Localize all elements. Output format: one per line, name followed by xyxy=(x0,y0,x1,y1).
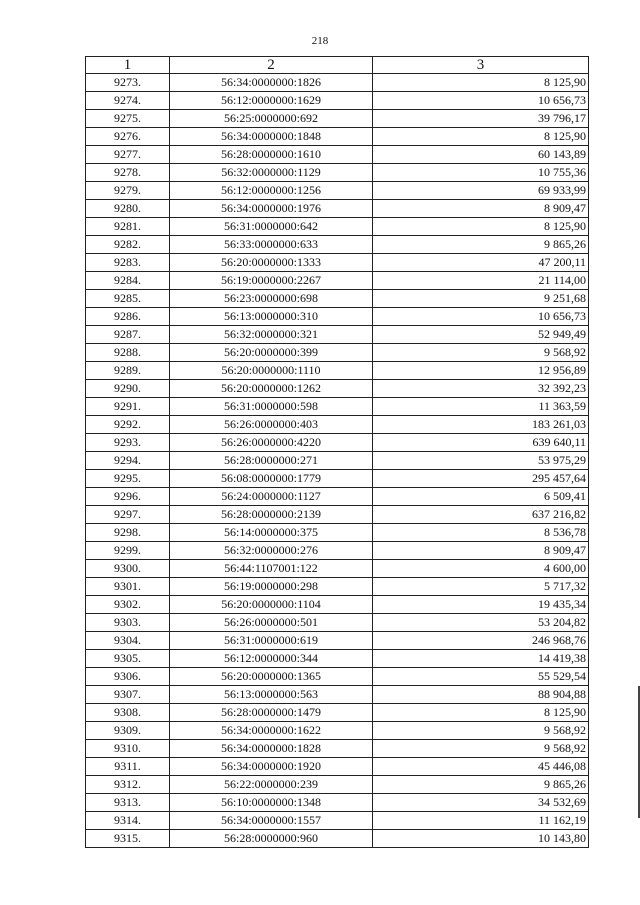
cadastral-number-cell: 56:22:0000000:239 xyxy=(170,776,373,794)
table-row xyxy=(86,272,589,290)
row-number-cell: 9275. xyxy=(86,110,170,128)
cadastral-number-cell: 56:26:0000000:501 xyxy=(170,614,373,632)
cadastral-number-cell: 56:12:0000000:344 xyxy=(170,650,373,668)
amount-cell: 69 933,99 xyxy=(373,182,589,200)
row-number-cell: 9281. xyxy=(86,218,170,236)
amount-cell: 19 435,34 xyxy=(373,596,589,614)
table-row xyxy=(86,92,589,110)
table-row xyxy=(86,650,589,668)
row-number-cell: 9290. xyxy=(86,380,170,398)
cadastral-number-cell: 56:28:0000000:1479 xyxy=(170,704,373,722)
column-header-1: 1 xyxy=(86,57,170,74)
amount-cell: 4 600,00 xyxy=(373,560,589,578)
cadastral-number-cell: 56:20:0000000:1262 xyxy=(170,380,373,398)
cadastral-number-cell: 56:10:0000000:1348 xyxy=(170,794,373,812)
column-header-3: 3 xyxy=(373,57,589,74)
row-number-cell: 9305. xyxy=(86,650,170,668)
row-number-cell: 9300. xyxy=(86,560,170,578)
amount-cell: 21 114,00 xyxy=(373,272,589,290)
row-number-cell: 9314. xyxy=(86,812,170,830)
row-number-cell: 9297. xyxy=(86,506,170,524)
cadastral-number-cell: 56:34:0000000:1848 xyxy=(170,128,373,146)
table-row xyxy=(86,794,589,812)
amount-cell: 10 656,73 xyxy=(373,92,589,110)
amount-cell: 8 125,90 xyxy=(373,74,589,92)
cadastral-number-cell: 56:34:0000000:1826 xyxy=(170,74,373,92)
table-row xyxy=(86,380,589,398)
amount-cell: 9 865,26 xyxy=(373,776,589,794)
row-number-cell: 9310. xyxy=(86,740,170,758)
table-row xyxy=(86,488,589,506)
table-row xyxy=(86,506,589,524)
table-row xyxy=(86,776,589,794)
row-number-cell: 9274. xyxy=(86,92,170,110)
amount-cell: 10 755,36 xyxy=(373,164,589,182)
amount-cell: 295 457,64 xyxy=(373,470,589,488)
amount-cell: 9 568,92 xyxy=(373,344,589,362)
cadastral-number-cell: 56:34:0000000:1828 xyxy=(170,740,373,758)
amount-cell: 637 216,82 xyxy=(373,506,589,524)
amount-cell: 9 568,92 xyxy=(373,740,589,758)
row-number-cell: 9304. xyxy=(86,632,170,650)
table-row xyxy=(86,722,589,740)
amount-cell: 246 968,76 xyxy=(373,632,589,650)
table-row xyxy=(86,470,589,488)
cadastral-number-cell: 56:44:1107001:122 xyxy=(170,560,373,578)
row-number-cell: 9302. xyxy=(86,596,170,614)
amount-cell: 55 529,54 xyxy=(373,668,589,686)
cadastral-number-cell: 56:20:0000000:1365 xyxy=(170,668,373,686)
row-number-cell: 9294. xyxy=(86,452,170,470)
row-number-cell: 9291. xyxy=(86,398,170,416)
amount-cell: 639 640,11 xyxy=(373,434,589,452)
amount-cell: 53 204,82 xyxy=(373,614,589,632)
row-number-cell: 9287. xyxy=(86,326,170,344)
amount-cell: 8 909,47 xyxy=(373,542,589,560)
row-number-cell: 9276. xyxy=(86,128,170,146)
row-number-cell: 9306. xyxy=(86,668,170,686)
amount-cell: 34 532,69 xyxy=(373,794,589,812)
register-table xyxy=(85,56,589,848)
row-number-cell: 9298. xyxy=(86,524,170,542)
table-row xyxy=(86,398,589,416)
row-number-cell: 9286. xyxy=(86,308,170,326)
cadastral-number-cell: 56:34:0000000:1557 xyxy=(170,812,373,830)
amount-cell: 8 125,90 xyxy=(373,704,589,722)
cadastral-number-cell: 56:20:0000000:1333 xyxy=(170,254,373,272)
cadastral-number-cell: 56:25:0000000:692 xyxy=(170,110,373,128)
amount-cell: 39 796,17 xyxy=(373,110,589,128)
row-number-cell: 9295. xyxy=(86,470,170,488)
cadastral-number-cell: 56:23:0000000:698 xyxy=(170,290,373,308)
cadastral-number-cell: 56:20:0000000:399 xyxy=(170,344,373,362)
table-row xyxy=(86,128,589,146)
table-row xyxy=(86,362,589,380)
cadastral-number-cell: 56:32:0000000:321 xyxy=(170,326,373,344)
cadastral-number-cell: 56:14:0000000:375 xyxy=(170,524,373,542)
cadastral-number-cell: 56:31:0000000:598 xyxy=(170,398,373,416)
row-number-cell: 9307. xyxy=(86,686,170,704)
amount-cell: 8 909,47 xyxy=(373,200,589,218)
row-number-cell: 9283. xyxy=(86,254,170,272)
cadastral-number-cell: 56:13:0000000:563 xyxy=(170,686,373,704)
cadastral-number-cell: 56:34:0000000:1622 xyxy=(170,722,373,740)
amount-cell: 183 261,03 xyxy=(373,416,589,434)
row-number-cell: 9309. xyxy=(86,722,170,740)
amount-cell: 52 949,49 xyxy=(373,326,589,344)
table-row xyxy=(86,434,589,452)
row-number-cell: 9311. xyxy=(86,758,170,776)
cadastral-number-cell: 56:34:0000000:1920 xyxy=(170,758,373,776)
table-row xyxy=(86,254,589,272)
cadastral-number-cell: 56:28:0000000:1610 xyxy=(170,146,373,164)
header-row xyxy=(86,57,589,74)
table-row xyxy=(86,146,589,164)
amount-cell: 32 392,23 xyxy=(373,380,589,398)
table-row xyxy=(86,182,589,200)
table-row xyxy=(86,308,589,326)
cadastral-number-cell: 56:28:0000000:2139 xyxy=(170,506,373,524)
amount-cell: 88 904,88 xyxy=(373,686,589,704)
cadastral-number-cell: 56:19:0000000:298 xyxy=(170,578,373,596)
cadastral-number-cell: 56:31:0000000:642 xyxy=(170,218,373,236)
table-row xyxy=(86,812,589,830)
table-row xyxy=(86,542,589,560)
amount-cell: 53 975,29 xyxy=(373,452,589,470)
table-row xyxy=(86,668,589,686)
row-number-cell: 9312. xyxy=(86,776,170,794)
row-number-cell: 9303. xyxy=(86,614,170,632)
row-number-cell: 9282. xyxy=(86,236,170,254)
row-number-cell: 9292. xyxy=(86,416,170,434)
cadastral-number-cell: 56:12:0000000:1629 xyxy=(170,92,373,110)
cadastral-number-cell: 56:20:0000000:1104 xyxy=(170,596,373,614)
cadastral-number-cell: 56:26:0000000:403 xyxy=(170,416,373,434)
row-number-cell: 9280. xyxy=(86,200,170,218)
amount-cell: 5 717,32 xyxy=(373,578,589,596)
row-number-cell: 9279. xyxy=(86,182,170,200)
amount-cell: 11 162,19 xyxy=(373,812,589,830)
cadastral-number-cell: 56:20:0000000:1110 xyxy=(170,362,373,380)
table-row xyxy=(86,236,589,254)
cadastral-number-cell: 56:24:0000000:1127 xyxy=(170,488,373,506)
row-number-cell: 9284. xyxy=(86,272,170,290)
cadastral-number-cell: 56:13:0000000:310 xyxy=(170,308,373,326)
table-row xyxy=(86,200,589,218)
amount-cell: 10 656,73 xyxy=(373,308,589,326)
row-number-cell: 9315. xyxy=(86,830,170,848)
amount-cell: 10 143,80 xyxy=(373,830,589,848)
cadastral-number-cell: 56:08:0000000:1779 xyxy=(170,470,373,488)
row-number-cell: 9285. xyxy=(86,290,170,308)
table-row xyxy=(86,704,589,722)
table-row xyxy=(86,740,589,758)
cadastral-number-cell: 56:32:0000000:276 xyxy=(170,542,373,560)
row-number-cell: 9299. xyxy=(86,542,170,560)
table-row xyxy=(86,452,589,470)
table-row xyxy=(86,614,589,632)
cadastral-number-cell: 56:34:0000000:1976 xyxy=(170,200,373,218)
amount-cell: 47 200,11 xyxy=(373,254,589,272)
amount-cell: 8 125,90 xyxy=(373,218,589,236)
table-row xyxy=(86,218,589,236)
row-number-cell: 9313. xyxy=(86,794,170,812)
cadastral-number-cell: 56:26:0000000:4220 xyxy=(170,434,373,452)
row-number-cell: 9296. xyxy=(86,488,170,506)
row-number-cell: 9308. xyxy=(86,704,170,722)
amount-cell: 9 568,92 xyxy=(373,722,589,740)
row-number-cell: 9301. xyxy=(86,578,170,596)
table-row xyxy=(86,758,589,776)
table-row xyxy=(86,74,589,92)
cadastral-number-cell: 56:19:0000000:2267 xyxy=(170,272,373,290)
amount-cell: 9 865,26 xyxy=(373,236,589,254)
amount-cell: 11 363,59 xyxy=(373,398,589,416)
row-number-cell: 9289. xyxy=(86,362,170,380)
cadastral-number-cell: 56:33:0000000:633 xyxy=(170,236,373,254)
table-row xyxy=(86,164,589,182)
amount-cell: 14 419,38 xyxy=(373,650,589,668)
table-row xyxy=(86,596,589,614)
row-number-cell: 9293. xyxy=(86,434,170,452)
table-body xyxy=(86,74,589,848)
table-row xyxy=(86,290,589,308)
column-header-2: 2 xyxy=(170,57,373,74)
amount-cell: 9 251,68 xyxy=(373,290,589,308)
table-row xyxy=(86,524,589,542)
table-row xyxy=(86,632,589,650)
cadastral-number-cell: 56:28:0000000:271 xyxy=(170,452,373,470)
amount-cell: 8 125,90 xyxy=(373,128,589,146)
cadastral-number-cell: 56:28:0000000:960 xyxy=(170,830,373,848)
amount-cell: 8 536,78 xyxy=(373,524,589,542)
table-row xyxy=(86,560,589,578)
row-number-cell: 9288. xyxy=(86,344,170,362)
amount-cell: 6 509,41 xyxy=(373,488,589,506)
table-row xyxy=(86,686,589,704)
cadastral-number-cell: 56:32:0000000:1129 xyxy=(170,164,373,182)
amount-cell: 12 956,89 xyxy=(373,362,589,380)
amount-cell: 45 446,08 xyxy=(373,758,589,776)
table-row xyxy=(86,830,589,848)
amount-cell: 60 143,89 xyxy=(373,146,589,164)
table-row xyxy=(86,344,589,362)
row-number-cell: 9277. xyxy=(86,146,170,164)
row-number-cell: 9273. xyxy=(86,74,170,92)
page-number: 218 xyxy=(311,35,329,47)
row-number-cell: 9278. xyxy=(86,164,170,182)
cadastral-number-cell: 56:31:0000000:619 xyxy=(170,632,373,650)
cadastral-number-cell: 56:12:0000000:1256 xyxy=(170,182,373,200)
table-row xyxy=(86,110,589,128)
table-row xyxy=(86,578,589,596)
table-row xyxy=(86,416,589,434)
table-row xyxy=(86,326,589,344)
